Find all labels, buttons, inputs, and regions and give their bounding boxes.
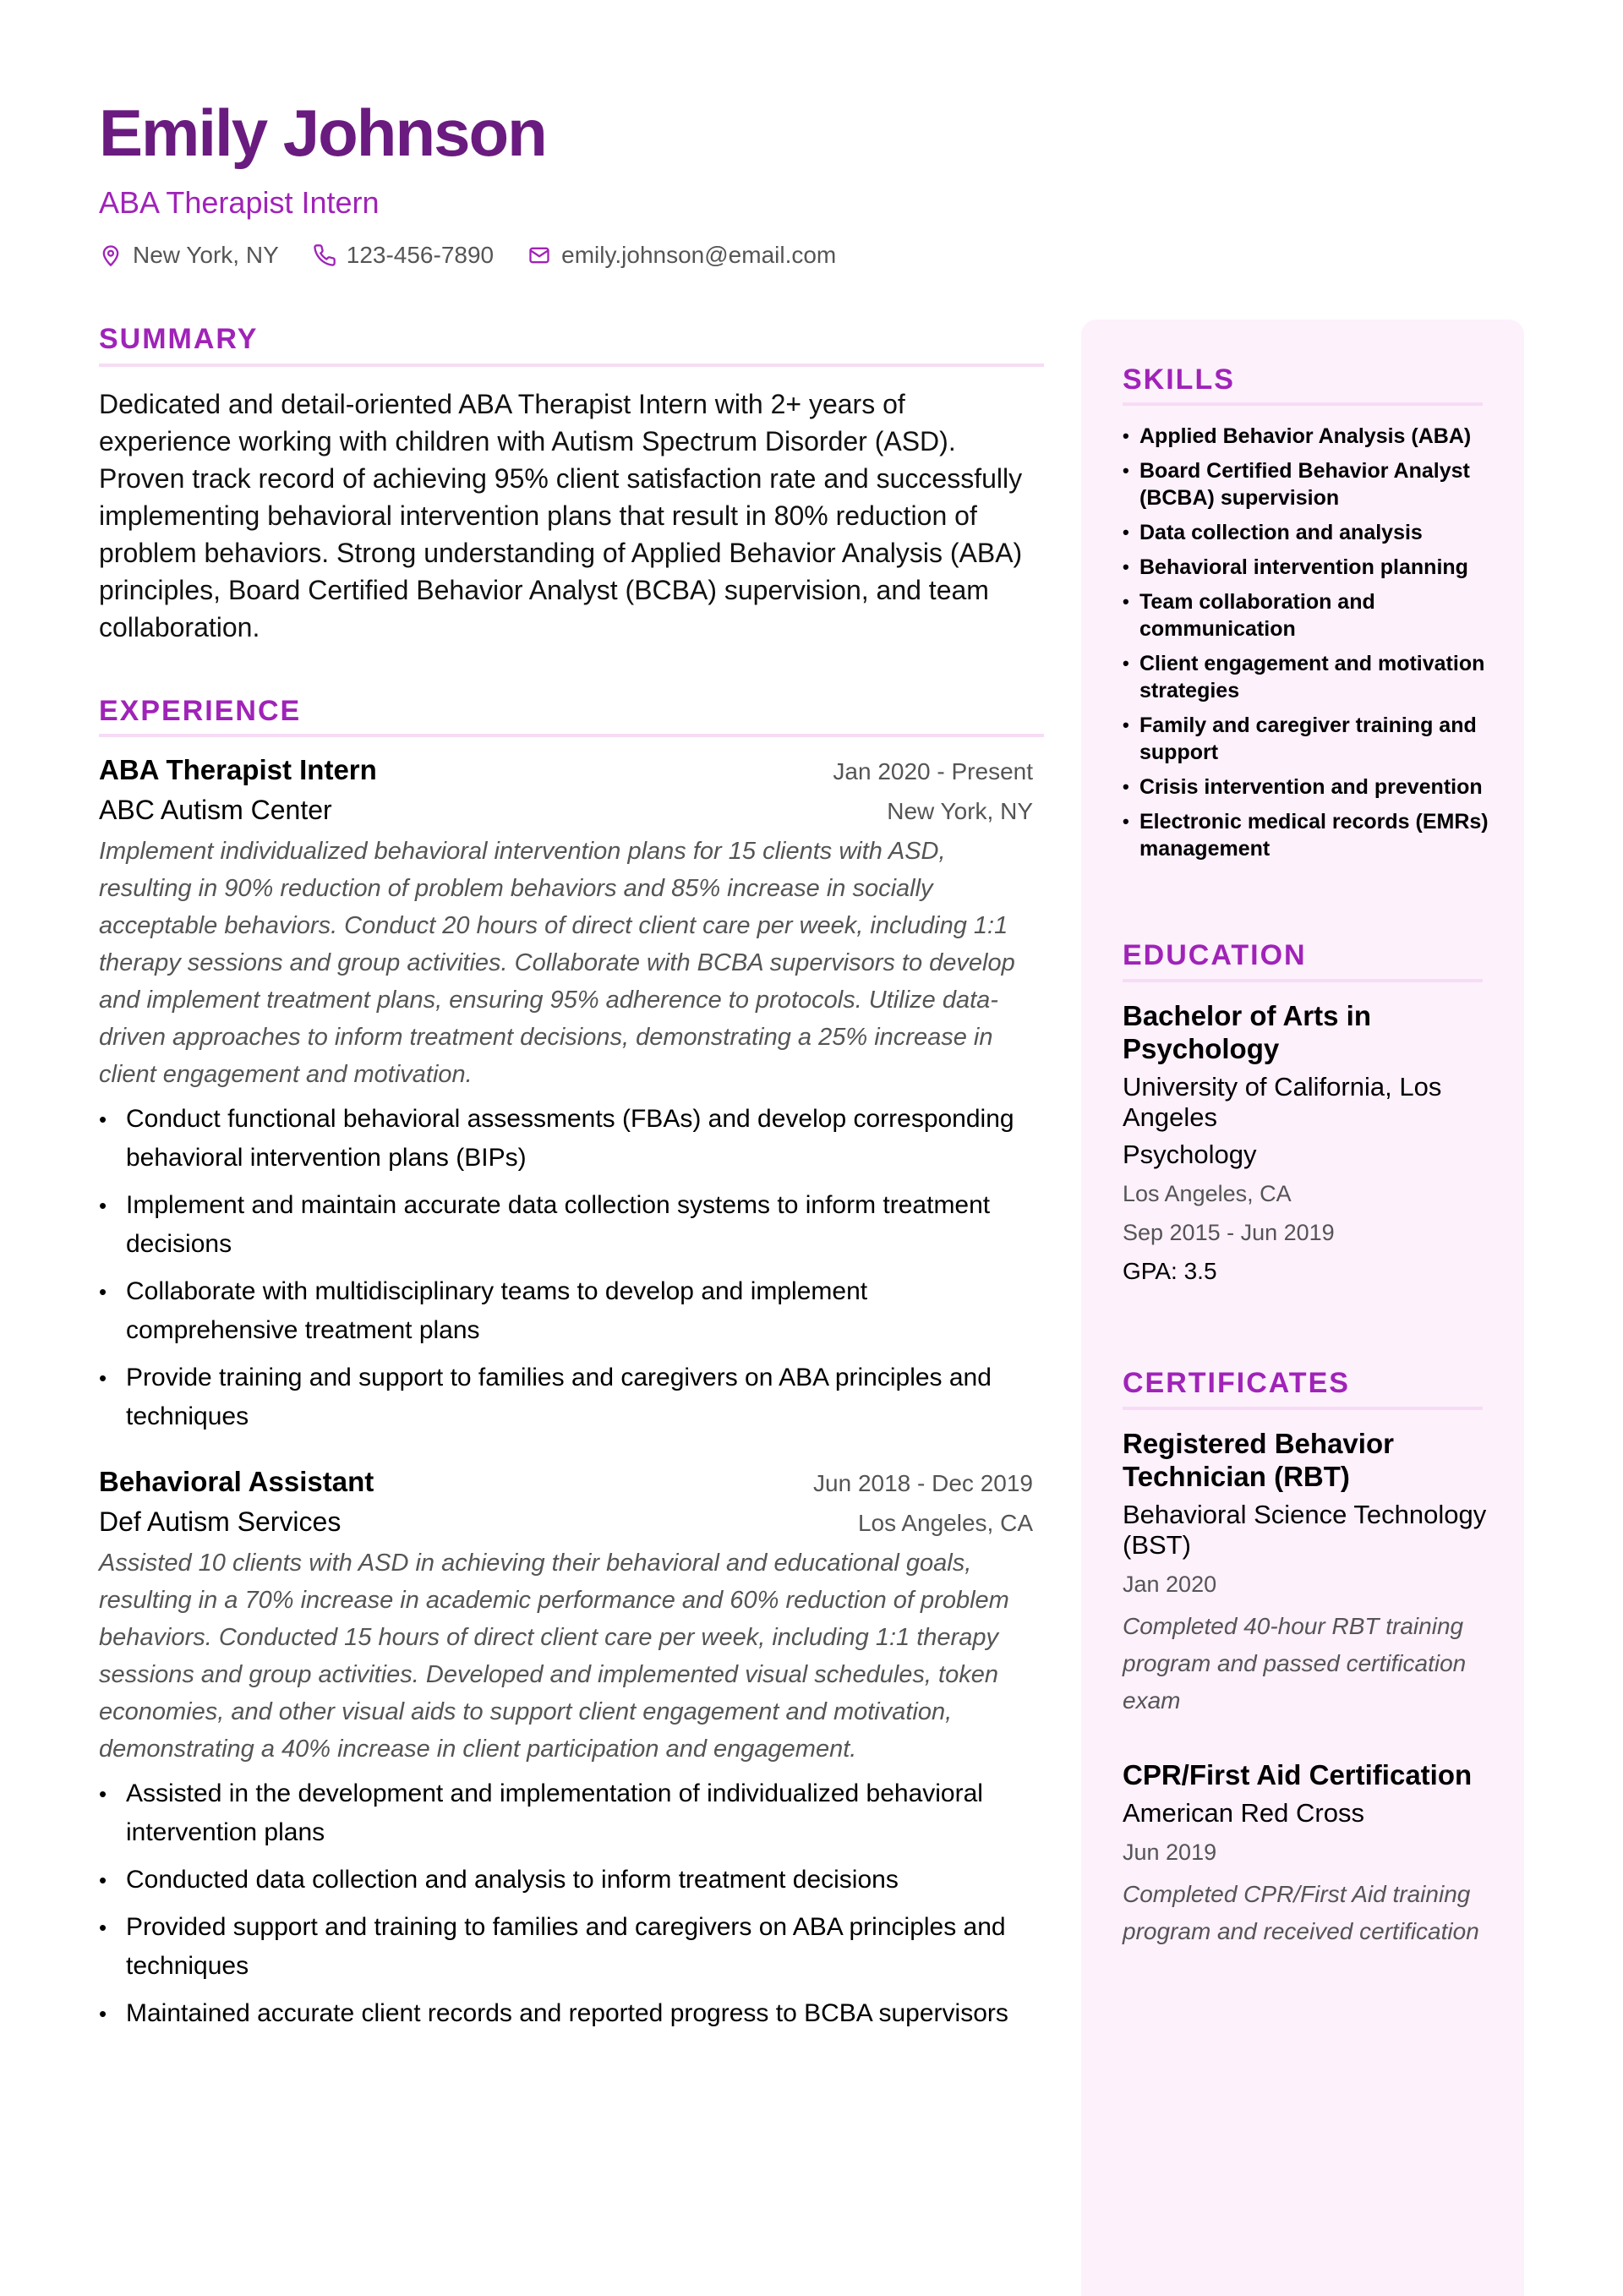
job-title: ABA Therapist Intern [99, 754, 377, 785]
job-company-row [99, 795, 1033, 826]
education-location: Los Angeles, CA [1123, 1181, 1292, 1206]
summary-rule [99, 364, 1044, 367]
candidate-title: ABA Therapist Intern [99, 185, 380, 220]
skills-block [1123, 423, 1495, 870]
skill-item: • Client engagement and motivation strategies [1123, 650, 1495, 704]
education-field: Psychology [1123, 1140, 1257, 1169]
skills-rule [1123, 402, 1483, 406]
experience-heading: EXPERIENCE [99, 695, 302, 727]
job-location: New York, NY [887, 798, 1033, 824]
job-dates: Jan 2020 - Present [833, 758, 1033, 784]
certificate-title: Registered Behavior Technician (RBT) [1123, 1428, 1394, 1492]
job-description: Assisted 10 clients with ASD in achieving their behavioral and educational goals, resulting in a 70% increase in academic performance and 60% reduction of problem behaviors. Conducted 15 hours of direct client care per week, including 1:1 therapy sessions and group activities. Developed and implemented visual schedules, token economies, and other visual aids to support client engagement and motivation, demonstrating a 40% increase in client participation and engagement. [99, 1550, 1009, 1763]
job-bullets [99, 1774, 1033, 2033]
skill-item: • Applied Behavior Analysis (ABA) [1123, 423, 1495, 450]
job-bullet: • Collaborate with multidisciplinary teams to develop and implement comprehensive treatment plans [99, 1272, 1033, 1350]
job-entry [99, 754, 1033, 1445]
email-link[interactable]: emily.johnson@email.com [561, 242, 837, 268]
certificates-heading: CERTIFICATES [1123, 1367, 1350, 1399]
job-header-row [99, 754, 1033, 786]
job-company-row [99, 1506, 1033, 1538]
certificates-rule [1123, 1407, 1483, 1410]
phone-icon [313, 243, 336, 267]
phone-text: 123-456-7890 [346, 242, 495, 268]
contact-phone [313, 242, 494, 269]
skill-item: • Data collection and analysis [1123, 519, 1495, 546]
certificate-description: Completed CPR/First Aid training program and received certification [1123, 1881, 1479, 1944]
summary-heading: SUMMARY [99, 323, 259, 355]
job-dates: Jun 2018 - Dec 2019 [813, 1470, 1033, 1496]
job-bullet: • Maintained accurate client records and reported progress to BCBA supervisors [99, 1994, 1033, 2033]
skills-heading: SKILLS [1123, 364, 1235, 396]
skill-item: • Crisis intervention and prevention [1123, 774, 1495, 801]
education-dates: Sep 2015 - Jun 2019 [1123, 1220, 1335, 1245]
job-company: ABC Autism Center [99, 795, 332, 825]
job-bullet: • Assisted in the development and implementation of individualized behavioral intervention plans [99, 1774, 1033, 1852]
certificate-date: Jan 2020 [1123, 1572, 1217, 1597]
skill-item: • Behavioral intervention planning [1123, 554, 1495, 581]
skill-item: • Family and caregiver training and support [1123, 712, 1495, 766]
education-rule [1123, 979, 1483, 982]
education-gpa: GPA: 3.5 [1123, 1258, 1217, 1284]
contact-row [99, 242, 870, 269]
location-text: New York, NY [133, 242, 279, 268]
mail-icon [527, 243, 551, 267]
certificate-issuer: American Red Cross [1123, 1798, 1364, 1828]
job-header-row [99, 1466, 1033, 1498]
certificate-description: Completed 40-hour RBT training program and passed certification exam [1123, 1613, 1467, 1714]
job-description: Implement individualized behavioral intervention plans for 15 clients with ASD, resulting in 90% reduction of problem behaviors and 85% increase in socially acceptable behaviors. Conduct 20 hours of direct client care per week, including 1:1 therapy sessions and group activities. Collaborate with BCBA supervisors to develop and implement treatment plans, ensuring 95% adherence to protocols. Utilize data-driven approaches to inform treatment decisions, demonstrating a 25% increase in client engagement and motivation. [99, 838, 1015, 1088]
job-bullet: • Conduct functional behavioral assessments (FBAs) and develop corresponding behavioral intervention plans (BIPs) [99, 1100, 1033, 1178]
certificate-title: CPR/First Aid Certification [1123, 1759, 1473, 1790]
education-degree: Bachelor of Arts in Psychology [1123, 1000, 1371, 1064]
skill-item: • Team collaboration and communication [1123, 588, 1495, 642]
location-pin-icon [99, 243, 123, 267]
job-bullets [99, 1100, 1033, 1436]
job-bullet: • Provided support and training to families and caregivers on ABA principles and techniques [99, 1908, 1033, 1986]
job-title: Behavioral Assistant [99, 1466, 374, 1497]
job-location: Los Angeles, CA [857, 1510, 1033, 1536]
experience-rule [99, 734, 1044, 737]
education-school: University of California, Los Angeles [1123, 1072, 1442, 1132]
skill-item: • Electronic medical records (EMRs) management [1123, 808, 1495, 862]
job-bullet: • Implement and maintain accurate data collection systems to inform treatment decisions [99, 1186, 1033, 1264]
contact-location [99, 242, 279, 269]
candidate-name: Emily Johnson [99, 96, 546, 170]
skill-item: • Board Certified Behavior Analyst (BCBA) supervision [1123, 457, 1495, 511]
contact-email [527, 242, 836, 269]
skills-list [1123, 423, 1495, 862]
certificate-entry [1123, 1758, 1495, 1950]
certificate-date: Jun 2019 [1123, 1840, 1217, 1865]
job-entry [99, 1466, 1033, 2042]
education-block [1123, 999, 1495, 1287]
certificate-issuer: Behavioral Science Technology (BST) [1123, 1500, 1487, 1560]
education-heading: EDUCATION [1123, 939, 1307, 971]
job-bullet: • Conducted data collection and analysis to inform treatment decisions [99, 1861, 1033, 1900]
job-bullet: • Provide training and support to families and caregivers on ABA principles and techniques [99, 1358, 1033, 1436]
certificate-entry [1123, 1427, 1495, 1719]
job-company: Def Autism Services [99, 1506, 342, 1537]
summary-text: Dedicated and detail-oriented ABA Therapist Intern with 2+ years of experience working with children with Autism Spectrum Disorder (ASD). Proven track record of achieving 95% client satisfaction rate and successfully implementing behavioral intervention plans that result in 80% reduction of problem behaviors. Strong understanding of Applied Behavior Analysis (ABA) principles, Board Certified Behavior Analyst (BCBA) supervision, and team collaboration. [99, 389, 1023, 642]
